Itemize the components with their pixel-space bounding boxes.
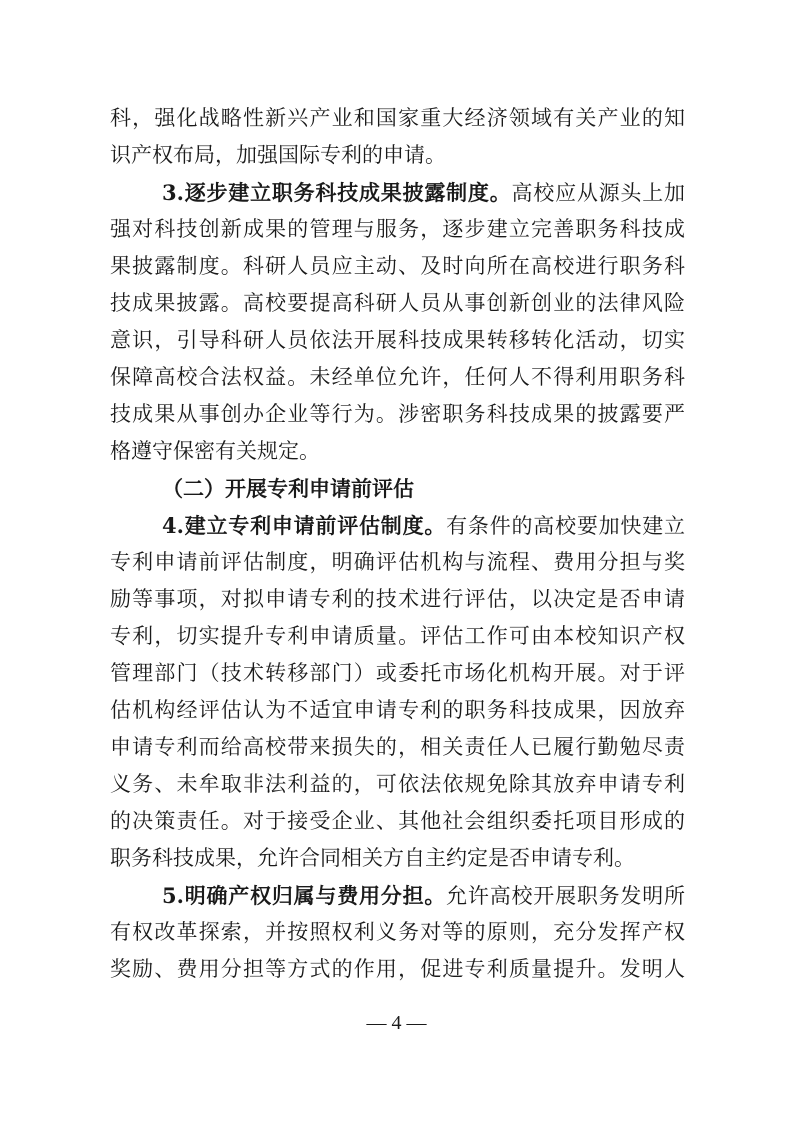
text-line: 科，强化战略性新兴产业和国家重大经济领域有关产业的知 <box>110 106 685 130</box>
paragraph-lead-line <box>110 877 685 914</box>
paragraph-lead-line <box>110 174 685 211</box>
page-number: — 4 — <box>366 1012 427 1034</box>
text-line: 的决策责任。对于接受企业、其他社会组织委托项目形成的 <box>110 809 685 833</box>
text-line: 专利，切实提升专利申请质量。评估工作可由本校知识产权 <box>110 624 685 648</box>
body-text <box>110 100 685 988</box>
text-line: 技成果从事创办企业等行为。涉密职务科技成果的披露要严 <box>110 402 685 426</box>
text-line: 申请专利而给高校带来损失的，相关责任人已履行勤勉尽责 <box>110 735 685 759</box>
text-line: 管理部门（技术转移部门）或委托市场化机构开展。对于评 <box>110 661 685 685</box>
text-line: 专利申请前评估制度，明确评估机构与流程、费用分担与奖 <box>110 550 685 574</box>
item-text: 高校应从源头上加 <box>511 181 685 205</box>
text-line: 估机构经评估认为不适宜申请专利的职务科技成果，因放弃 <box>110 698 685 722</box>
item-title: 4.建立专利申请前评估制度。 <box>162 513 447 538</box>
text-line: 意识，引导科研人员依法开展科技成果转移转化活动，切实 <box>110 328 685 352</box>
section-heading: （二）开展专利申请前评估 <box>162 476 414 501</box>
item-title: 5.明确产权归属与费用分担。 <box>162 883 447 908</box>
text-line: 有权改革探索，并按照权利义务对等的原则，充分发挥产权 <box>110 920 685 944</box>
text-line: 识产权布局，加强国际专利的申请。 <box>110 143 446 167</box>
text-line: 果披露制度。科研人员应主动、及时向所在高校进行职务科 <box>110 254 685 278</box>
text-line: 技成果披露。高校要提高科研人员从事创新创业的法律风险 <box>110 291 685 315</box>
item-text: 有条件的高校要加快建立 <box>446 514 685 538</box>
text-line: 保障高校合法权益。未经单位允许，任何人不得利用职务科 <box>110 365 685 389</box>
paragraph-lead-line <box>110 507 685 544</box>
text-line: 格遵守保密有关规定。 <box>110 439 320 463</box>
text-line: 义务、未牟取非法利益的，可依法依规免除其放弃申请专利 <box>110 772 685 796</box>
text-line: 强对科技创新成果的管理与服务，逐步建立完善职务科技成 <box>110 217 685 241</box>
text-line: 励等事项，对拟申请专利的技术进行评估，以决定是否申请 <box>110 587 685 611</box>
item-title: 3.逐步建立职务科技成果披露制度。 <box>162 180 512 205</box>
text-line: 奖励、费用分担等方式的作用，促进专利质量提升。发明人 <box>110 957 685 981</box>
item-text: 允许高校开展职务发明所 <box>446 884 685 908</box>
text-line: 职务科技成果，允许合同相关方自主约定是否申请专利。 <box>110 846 635 870</box>
